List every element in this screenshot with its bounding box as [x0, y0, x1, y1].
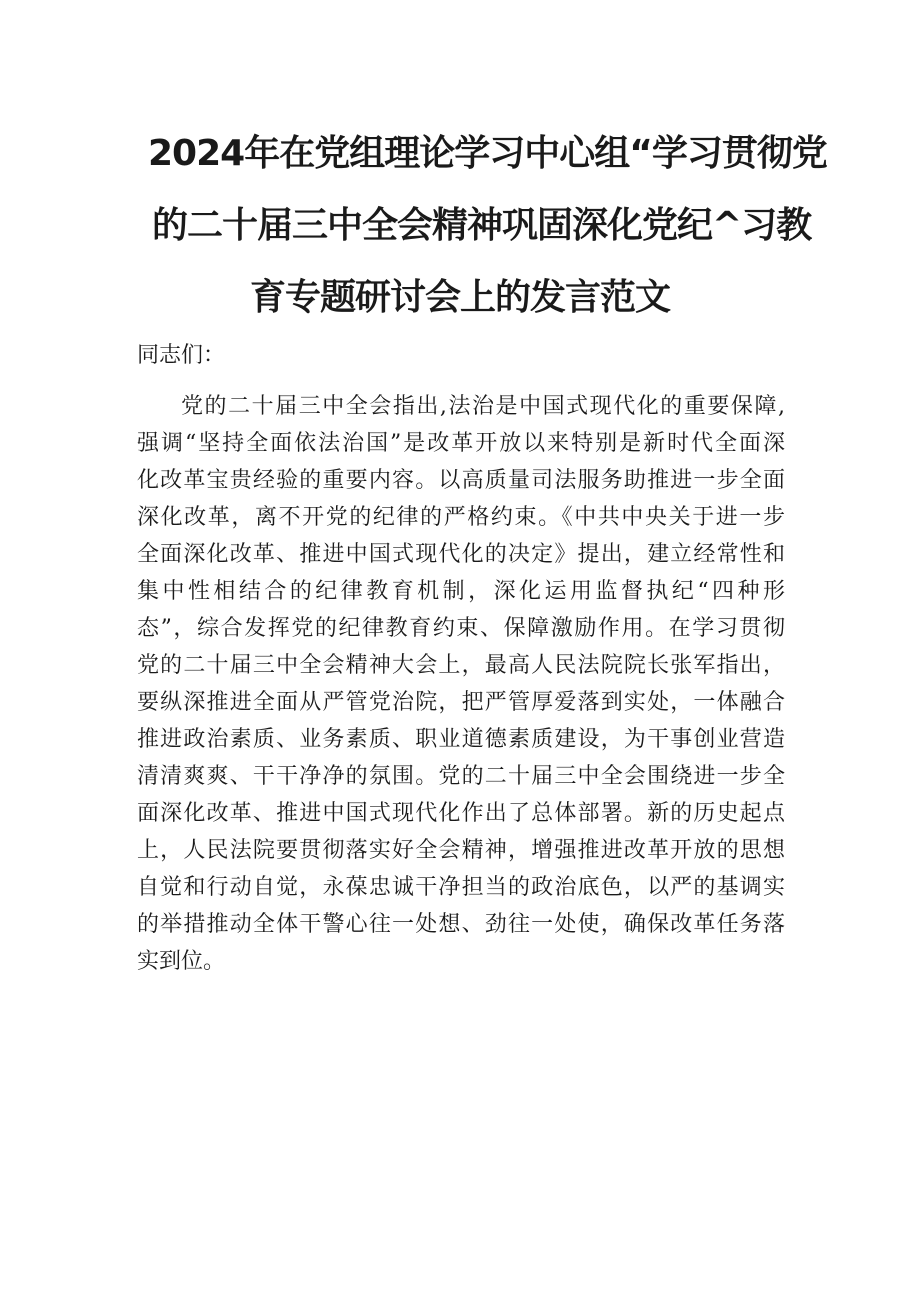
- paragraph-line: 强调“坚持全面依法治国”是改革开放以来特别是新时代全面深: [137, 431, 785, 456]
- paragraph-line: 自觉和行动自觉，永葆忠诚干净担当的政治底色，以严的基调实: [137, 875, 785, 900]
- paragraph-line: 上，人民法院要贯彻落实好全会精神，增强推进改革开放的思想: [137, 838, 785, 863]
- body-paragraph: [137, 388, 785, 980]
- paragraph-line: 清清爽爽、干干净净的氛围。党的二十届三中全会围绕进一步全: [137, 764, 785, 789]
- paragraph-line: 党的二十届三中全会指出,法治是中国式现代化的重要保障,: [181, 394, 785, 419]
- paragraph-line: 态”，综合发挥党的纪律教育约束、保障激励作用。在学习贯彻: [137, 616, 785, 641]
- paragraph-line: 实到位。: [137, 949, 226, 974]
- paragraph-line: 党的二十届三中全会精神大会上，最高人民法院院长张军指出，: [137, 653, 785, 678]
- paragraph-line: 要纵深推进全面从严管党治院，把严管厚爱落到实处，一体融合: [137, 690, 785, 715]
- paragraph-line: 全面深化改革、推进中国式现代化的决定》提出，建立经常性和: [137, 542, 785, 567]
- paragraph-line: 深化改革，离不开党的纪律的严格约束。《中共中央关于进一步: [137, 505, 785, 530]
- title-line: 2024年在党组理论学习中心组“学习贯彻党: [148, 133, 827, 174]
- salutation: 同志们：: [137, 343, 226, 368]
- paragraph-line: 面深化改革、推进中国式现代化作出了总体部署。新的历史起点: [137, 801, 785, 826]
- paragraph-line: 化改革宝贵经验的重要内容。以高质量司法服务助推进一步全面: [137, 468, 785, 493]
- title-line: 育专题研讨会上的发言范文: [249, 277, 670, 318]
- paragraph-line: 的举措推动全体干警心往一处想、劲往一处使，确保改革任务落: [137, 912, 785, 937]
- paragraph-line: 推进政治素质、业务素质、职业道德素质建设，为干事创业营造: [137, 727, 785, 752]
- document-title: [130, 118, 827, 334]
- title-line: 的二十届三中全会精神巩固深化党纪^习教: [152, 205, 812, 246]
- paragraph-line: 集中性相结合的纪律教育机制，深化运用监督执纪“四种形: [137, 579, 785, 604]
